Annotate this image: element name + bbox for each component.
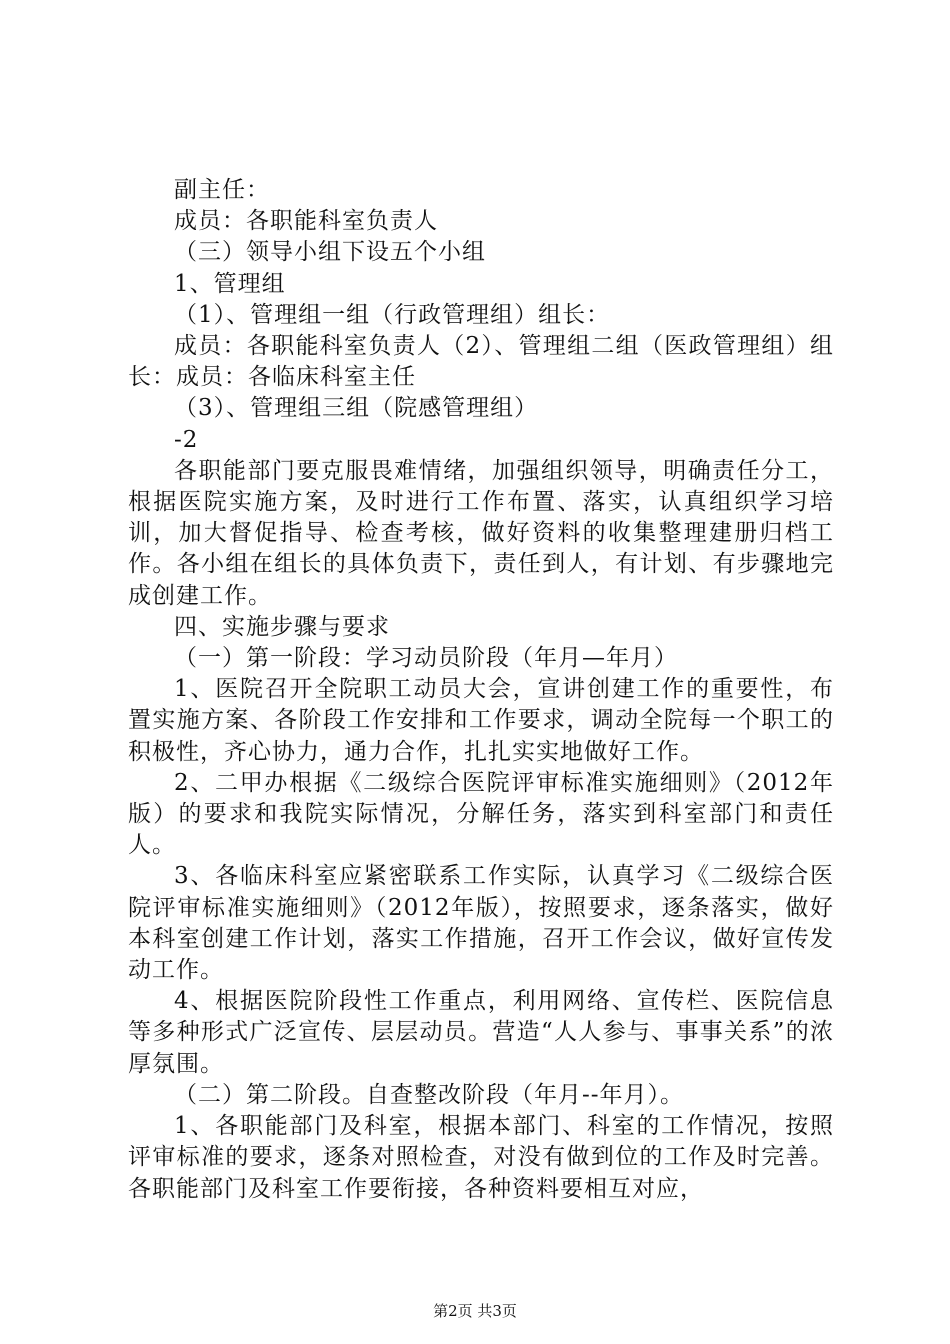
paragraph: 3、各临床科室应紧密联系工作实际，认真学习《二级综合医院评审标准实施细则》（2012年版），按照要求，逐条落实，做好本科室创建工作计划，落实工作措施，召开工作会议，做好宣传发动工作。: [128, 863, 834, 984]
page-footer: 第2页 共3页: [433, 1302, 517, 1320]
text-line: 1、管理组: [174, 270, 286, 297]
subsection-heading: （二）第二阶段。自查整改阶段（年月--年月）。: [174, 1081, 685, 1108]
text-line: （3）、管理组三组（院感管理组）: [174, 395, 539, 422]
section-heading: 四、实施步骤与要求: [174, 613, 390, 640]
paragraph: 各职能部门要克服畏难情绪，加强组织领导，明确责任分工，根据医院实施方案，及时进行工作布置、落实，认真组织学习培训，加大督促指导、检查考核，做好资料的收集整理建册归档工作。各小组在组长的具体负责下，责任到人，有计划、有步骤地完成创建工作。: [128, 457, 834, 609]
paragraph: 2、二甲办根据《二级综合医院评审标准实施细则》（2012年版）的要求和我院实际情况，分解任务，落实到科室部门和责任人。: [128, 769, 834, 859]
paragraph: 成员：各职能科室负责人（2）、管理组二组（医政管理组）组长：成员：各临床科室主任: [128, 333, 834, 391]
text-line: （1）、管理组一组（行政管理组）组长：: [174, 301, 611, 328]
paragraph: 1、医院召开全院职工动员大会，宣讲创建工作的重要性，布置实施方案、各阶段工作安排和工作要求，调动全院每一个职工的积极性，齐心协力，通力合作，扎扎实实地做好工作。: [128, 676, 834, 765]
text-line: 成员：各职能科室负责人: [174, 208, 438, 235]
text-line: 副主任：: [174, 177, 270, 203]
paragraph: 4、根据医院阶段性工作重点，利用网络、宣传栏、医院信息等多种形式广泛宣传、层层动员。营造“人人参与、事事关系”的浓厚氛围。: [128, 988, 834, 1077]
document-body: [128, 175, 834, 1205]
paragraph: 1、各职能部门及科室，根据本部门、科室的工作情况，按照评审标准的要求，逐条对照检查，对没有做到位的工作及时完善。各职能部门及科室工作要衔接，各种资料要相互对应，: [128, 1113, 834, 1202]
text-line: （三）领导小组下设五个小组: [174, 239, 486, 266]
subsection-heading: （一）第一阶段：学习动员阶段（年月—年月）: [174, 645, 678, 672]
text-line: -2: [174, 426, 199, 453]
